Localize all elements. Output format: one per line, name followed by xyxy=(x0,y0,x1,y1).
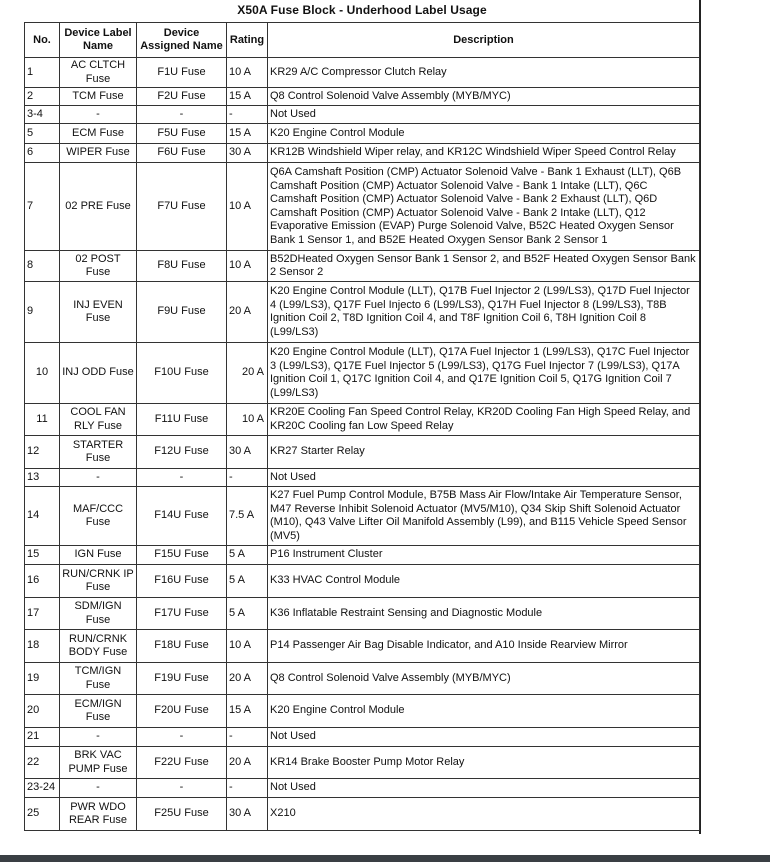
table-row xyxy=(25,598,700,630)
table-row xyxy=(25,343,700,404)
cell-rating: - xyxy=(227,728,268,747)
cell-description: K27 Fuel Pump Control Module, B75B Mass Air Flow/Intake Air Temperature Sensor, M47 Reverse Inhibit Solenoid Actuator (MV5/M10), Q34 Skip Shift Solenoid Actuator (M10), Q43 Valve Lifter Oil Manifold Assembly (L99), and B115 Vehicle Speed Sensor (MV5) xyxy=(268,487,700,546)
cell-description: Not Used xyxy=(268,469,700,487)
cell-description: X210 xyxy=(268,798,700,831)
cell-rating: 30 A xyxy=(227,436,268,469)
cell-description: P14 Passenger Air Bag Disable Indicator, and A10 Inside Rearview Mirror xyxy=(268,630,700,663)
cell-no: 16 xyxy=(25,565,60,598)
cell-rating: 15 A xyxy=(227,124,268,144)
table-row xyxy=(25,106,700,124)
cell-description: KR20E Cooling Fan Speed Control Relay, KR20D Cooling Fan High Speed Relay, and KR20C Cooling fan Low Speed Relay xyxy=(268,404,700,436)
cell-description: Q8 Control Solenoid Valve Assembly (MYB/MYC) xyxy=(268,88,700,106)
cell-rating: - xyxy=(227,106,268,124)
cell-assigned-name: F1U Fuse xyxy=(137,58,227,88)
cell-no: 12 xyxy=(25,436,60,469)
header-rating: Rating xyxy=(227,23,268,58)
cell-description: K36 Inflatable Restraint Sensing and Diagnostic Module xyxy=(268,598,700,630)
cell-assigned-name: - xyxy=(137,728,227,747)
cell-rating: 30 A xyxy=(227,144,268,163)
cell-rating: 20 A xyxy=(227,663,268,695)
cell-assigned-name: F11U Fuse xyxy=(137,404,227,436)
cell-assigned-name: F16U Fuse xyxy=(137,565,227,598)
cell-rating: 15 A xyxy=(227,88,268,106)
cell-rating: 10 A xyxy=(227,251,268,282)
cell-assigned-name: F12U Fuse xyxy=(137,436,227,469)
cell-description: B52DHeated Oxygen Sensor Bank 1 Sensor 2, and B52F Heated Oxygen Sensor Bank 2 Sensor 2 xyxy=(268,251,700,282)
cell-rating: - xyxy=(227,779,268,798)
cell-assigned-name: F15U Fuse xyxy=(137,546,227,565)
cell-rating: 20 A xyxy=(227,747,268,779)
cell-assigned-name: F9U Fuse xyxy=(137,282,227,343)
cell-assigned-name: F2U Fuse xyxy=(137,88,227,106)
table-row xyxy=(25,251,700,282)
cell-rating: 5 A xyxy=(227,598,268,630)
cell-device-label: INJ ODD Fuse xyxy=(60,343,137,404)
cell-device-label: IGN Fuse xyxy=(60,546,137,565)
cell-rating: 10 A xyxy=(227,58,268,88)
cell-device-label: BRK VAC PUMP Fuse xyxy=(60,747,137,779)
table-row xyxy=(25,163,700,251)
table-row xyxy=(25,747,700,779)
table-row xyxy=(25,663,700,695)
cell-device-label: RUN/CRNK IP Fuse xyxy=(60,565,137,598)
table-row xyxy=(25,728,700,747)
table-row xyxy=(25,88,700,106)
cell-no: 25 xyxy=(25,798,60,831)
cell-device-label: - xyxy=(60,469,137,487)
cell-device-label: RUN/CRNK BODY Fuse xyxy=(60,630,137,663)
cell-no: 17 xyxy=(25,598,60,630)
cell-description: K20 Engine Control Module xyxy=(268,695,700,728)
cell-assigned-name: F8U Fuse xyxy=(137,251,227,282)
cell-assigned-name: F7U Fuse xyxy=(137,163,227,251)
cell-assigned-name: F10U Fuse xyxy=(137,343,227,404)
cell-no: 6 xyxy=(25,144,60,163)
cell-device-label: - xyxy=(60,106,137,124)
table-row xyxy=(25,404,700,436)
cell-device-label: - xyxy=(60,779,137,798)
cell-description: Q8 Control Solenoid Valve Assembly (MYB/MYC) xyxy=(268,663,700,695)
table-row xyxy=(25,58,700,88)
table-row xyxy=(25,779,700,798)
cell-device-label: 02 PRE Fuse xyxy=(60,163,137,251)
table-header-row xyxy=(25,23,700,58)
cell-description: KR12B Windshield Wiper relay, and KR12C Windshield Wiper Speed Control Relay xyxy=(268,144,700,163)
cell-rating: 15 A xyxy=(227,695,268,728)
table-row xyxy=(25,798,700,831)
cell-device-label: 02 POST Fuse xyxy=(60,251,137,282)
table-row xyxy=(25,124,700,144)
cell-device-label: TCM/IGN Fuse xyxy=(60,663,137,695)
cell-no: 22 xyxy=(25,747,60,779)
cell-assigned-name: F25U Fuse xyxy=(137,798,227,831)
cell-description: P16 Instrument Cluster xyxy=(268,546,700,565)
cell-rating: 10 A xyxy=(227,630,268,663)
cell-description: Not Used xyxy=(268,728,700,747)
cell-description: K20 Engine Control Module (LLT), Q17A Fuel Injector 1 (L99/LS3), Q17C Fuel Injector 3 (L99/LS3), Q17E Fuel Injector 5 (L99/LS3), Q17G Fuel Injector 7 (L99/LS3), Q17A Ignition Coil 1, Q17C Ignition Coil 4, and Q17E Ignition Coil 5, Q17G Ignition Coil 7 (L99/LS3) xyxy=(268,343,700,404)
cell-no: 18 xyxy=(25,630,60,663)
cell-assigned-name: - xyxy=(137,469,227,487)
cell-device-label: TCM Fuse xyxy=(60,88,137,106)
cell-assigned-name: F19U Fuse xyxy=(137,663,227,695)
cell-device-label: PWR WDO REAR Fuse xyxy=(60,798,137,831)
cell-assigned-name: - xyxy=(137,779,227,798)
cell-no: 19 xyxy=(25,663,60,695)
cell-device-label: COOL FAN RLY Fuse xyxy=(60,404,137,436)
table-row xyxy=(25,695,700,728)
cell-device-label: - xyxy=(60,728,137,747)
cell-no: 11 xyxy=(25,404,60,436)
cell-description: K20 Engine Control Module (LLT), Q17B Fuel Injector 2 (L99/LS3), Q17D Fuel Injector 4 (L99/LS3), Q17F Fuel Injecto 6 (L99/LS3), Q17H Fuel Injector 8 (L99/LS3), T8B Ignition Coil 2, T8D Ignition Coil 4, and T8F Ignition Coil 6, T8H Ignition Coil 8 (L99/LS3) xyxy=(268,282,700,343)
cell-rating: 7.5 A xyxy=(227,487,268,546)
document-title: X50A Fuse Block - Underhood Label Usage xyxy=(237,3,487,17)
cell-no: 21 xyxy=(25,728,60,747)
cell-description: Not Used xyxy=(268,779,700,798)
cell-device-label: STARTER Fuse xyxy=(60,436,137,469)
cell-no: 5 xyxy=(25,124,60,144)
cell-rating: 10 A xyxy=(227,163,268,251)
cell-description: KR14 Brake Booster Pump Motor Relay xyxy=(268,747,700,779)
cell-no: 9 xyxy=(25,282,60,343)
table-row xyxy=(25,469,700,487)
cell-rating: 5 A xyxy=(227,546,268,565)
cell-assigned-name: F17U Fuse xyxy=(137,598,227,630)
cell-rating: 10 A xyxy=(227,404,268,436)
cell-device-label: MAF/CCC Fuse xyxy=(60,487,137,546)
cell-description: Q6A Camshaft Position (CMP) Actuator Solenoid Valve - Bank 1 Exhaust (LLT), Q6B Camshaft Position (CMP) Actuator Solenoid Valve - Bank 1 Intake (LLT), Q6C Camshaft Position (CMP) Actuator Solenoid Valve - Bank 2 Exhaust (LLT), Q6D Camshaft Position (CMP) Actuator Solenoid Valve - Bank 2 Intake (LLT), Q12 Evaporative Emission (EVAP) Purge Solenoid Valve, B52C Heated Oxygen Sensor Bank 1 Sensor 1, and B52E Heated Oxygen Sensor Bank 2 Sensor 1 xyxy=(268,163,700,251)
cell-device-label: INJ EVEN Fuse xyxy=(60,282,137,343)
cell-no: 13 xyxy=(25,469,60,487)
cell-assigned-name: F20U Fuse xyxy=(137,695,227,728)
header-device-assigned-name: Device Assigned Name xyxy=(137,23,227,58)
cell-description: Not Used xyxy=(268,106,700,124)
header-device-label-name: Device Label Name xyxy=(60,23,137,58)
table-row xyxy=(25,436,700,469)
cell-device-label: WIPER Fuse xyxy=(60,144,137,163)
cell-no: 10 xyxy=(25,343,60,404)
cell-no: 1 xyxy=(25,58,60,88)
cell-no: 3-4 xyxy=(25,106,60,124)
table-row xyxy=(25,144,700,163)
cell-assigned-name: - xyxy=(137,106,227,124)
cell-assigned-name: F22U Fuse xyxy=(137,747,227,779)
cell-assigned-name: F5U Fuse xyxy=(137,124,227,144)
cell-device-label: ECM/IGN Fuse xyxy=(60,695,137,728)
cell-description: KR29 A/C Compressor Clutch Relay xyxy=(268,58,700,88)
cell-rating: 5 A xyxy=(227,565,268,598)
cell-rating: 30 A xyxy=(227,798,268,831)
cell-description: K33 HVAC Control Module xyxy=(268,565,700,598)
cell-no: 2 xyxy=(25,88,60,106)
cell-no: 23-24 xyxy=(25,779,60,798)
table-row xyxy=(25,546,700,565)
cell-assigned-name: F14U Fuse xyxy=(137,487,227,546)
cell-no: 15 xyxy=(25,546,60,565)
cell-rating: 20 A xyxy=(227,343,268,404)
table-row xyxy=(25,630,700,663)
bottom-bar xyxy=(0,855,770,862)
cell-description: KR27 Starter Relay xyxy=(268,436,700,469)
header-no: No. xyxy=(25,23,60,58)
cell-no: 20 xyxy=(25,695,60,728)
cell-assigned-name: F6U Fuse xyxy=(137,144,227,163)
table-row xyxy=(25,282,700,343)
cell-no: 7 xyxy=(25,163,60,251)
cell-device-label: AC CLTCH Fuse xyxy=(60,58,137,88)
cell-no: 8 xyxy=(25,251,60,282)
table-row xyxy=(25,487,700,546)
cell-description: K20 Engine Control Module xyxy=(268,124,700,144)
cell-assigned-name: F18U Fuse xyxy=(137,630,227,663)
cell-device-label: SDM/IGN Fuse xyxy=(60,598,137,630)
table-row xyxy=(25,565,700,598)
cell-rating: - xyxy=(227,469,268,487)
header-description: Description xyxy=(268,23,700,58)
cell-no: 14 xyxy=(25,487,60,546)
cell-device-label: ECM Fuse xyxy=(60,124,137,144)
fuse-usage-table xyxy=(24,22,700,831)
cell-rating: 20 A xyxy=(227,282,268,343)
